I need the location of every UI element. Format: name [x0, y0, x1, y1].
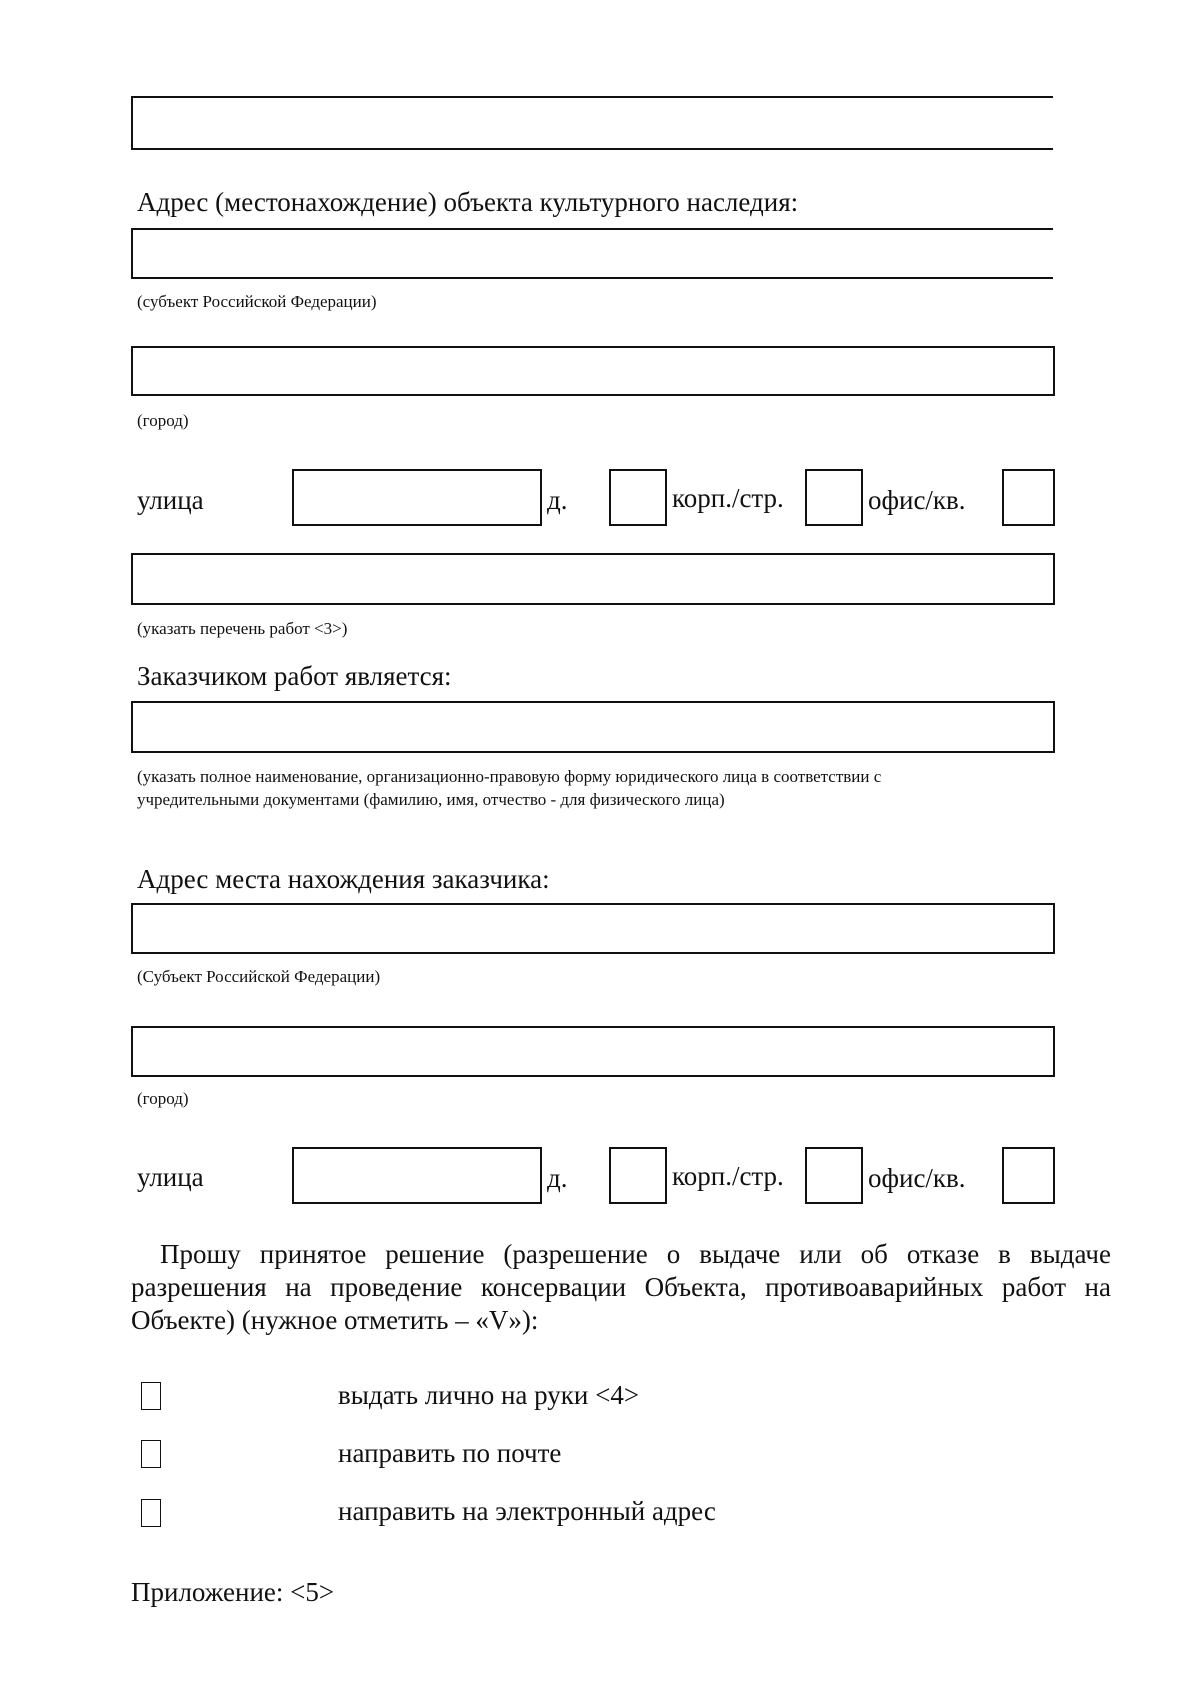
object-address-heading: Адрес (местонахождение) объекта культурного наследия:: [137, 187, 799, 217]
request-line-2: разрешения на проведение консервации Объекта, противоаварийных работ на: [131, 1272, 1111, 1302]
delivery-option-label-2: направить по почте: [338, 1438, 562, 1468]
object-building-field[interactable]: [805, 469, 863, 526]
customer-building-field[interactable]: [805, 1147, 863, 1204]
customer-caption-line2: учредительными документами (фамилию, имя, отчество - для физического лица): [137, 790, 725, 809]
delivery-option-label-3: направить на электронный адрес: [338, 1496, 716, 1526]
customer-office-field[interactable]: [1002, 1147, 1055, 1204]
attachment-label: Приложение: <5>: [131, 1577, 335, 1607]
object-office-label: офис/кв.: [868, 485, 966, 515]
customer-street-field[interactable]: [292, 1147, 542, 1204]
object-street-label: улица: [137, 485, 204, 515]
object-building-label: корп./стр.: [672, 483, 784, 513]
customer-caption-line1: (указать полное наименование, организационно-правовую форму юридического лица в соответствии с: [137, 767, 882, 786]
object-street-field[interactable]: [292, 469, 542, 526]
object-office-field[interactable]: [1002, 469, 1055, 526]
object-subject-field[interactable]: [131, 228, 1053, 279]
object-house-label: д.: [547, 485, 568, 515]
customer-subject-caption: (Субъект Российской Федерации): [137, 967, 381, 986]
delivery-option-checkbox-1[interactable]: [141, 1382, 161, 1410]
customer-office-label: офис/кв.: [868, 1163, 966, 1193]
object-city-field[interactable]: [131, 346, 1055, 396]
delivery-option-label-1: выдать лично на руки <4>: [338, 1380, 640, 1410]
customer-city-caption: (город): [137, 1089, 189, 1108]
customer-address-heading: Адрес места нахождения заказчика:: [137, 864, 550, 894]
request-paragraph: [131, 1238, 1111, 1337]
works-list-caption: (указать перечень работ <3>): [137, 619, 348, 638]
works-list-field[interactable]: [131, 553, 1055, 605]
customer-city-field[interactable]: [131, 1026, 1055, 1077]
customer-name-field[interactable]: [131, 701, 1055, 753]
customer-street-label: улица: [137, 1162, 204, 1192]
customer-house-label: д.: [547, 1163, 568, 1193]
request-line-3: Объекте) (нужное отметить – «V»):: [131, 1305, 539, 1335]
customer-building-label: корп./стр.: [672, 1161, 784, 1191]
object-house-field[interactable]: [609, 469, 667, 526]
customer-house-field[interactable]: [609, 1147, 667, 1204]
object-city-caption: (город): [137, 411, 189, 430]
customer-subject-field[interactable]: [131, 903, 1055, 954]
request-line-1: Прошу принятое решение (разрешение о выдаче или об отказе в выдаче: [160, 1239, 1111, 1269]
customer-heading: Заказчиком работ является:: [137, 661, 452, 691]
delivery-option-checkbox-2[interactable]: [141, 1440, 161, 1468]
top-continuation-field[interactable]: [131, 96, 1053, 150]
delivery-option-checkbox-3[interactable]: [141, 1499, 161, 1527]
object-subject-caption: (субъект Российской Федерации): [137, 292, 377, 311]
